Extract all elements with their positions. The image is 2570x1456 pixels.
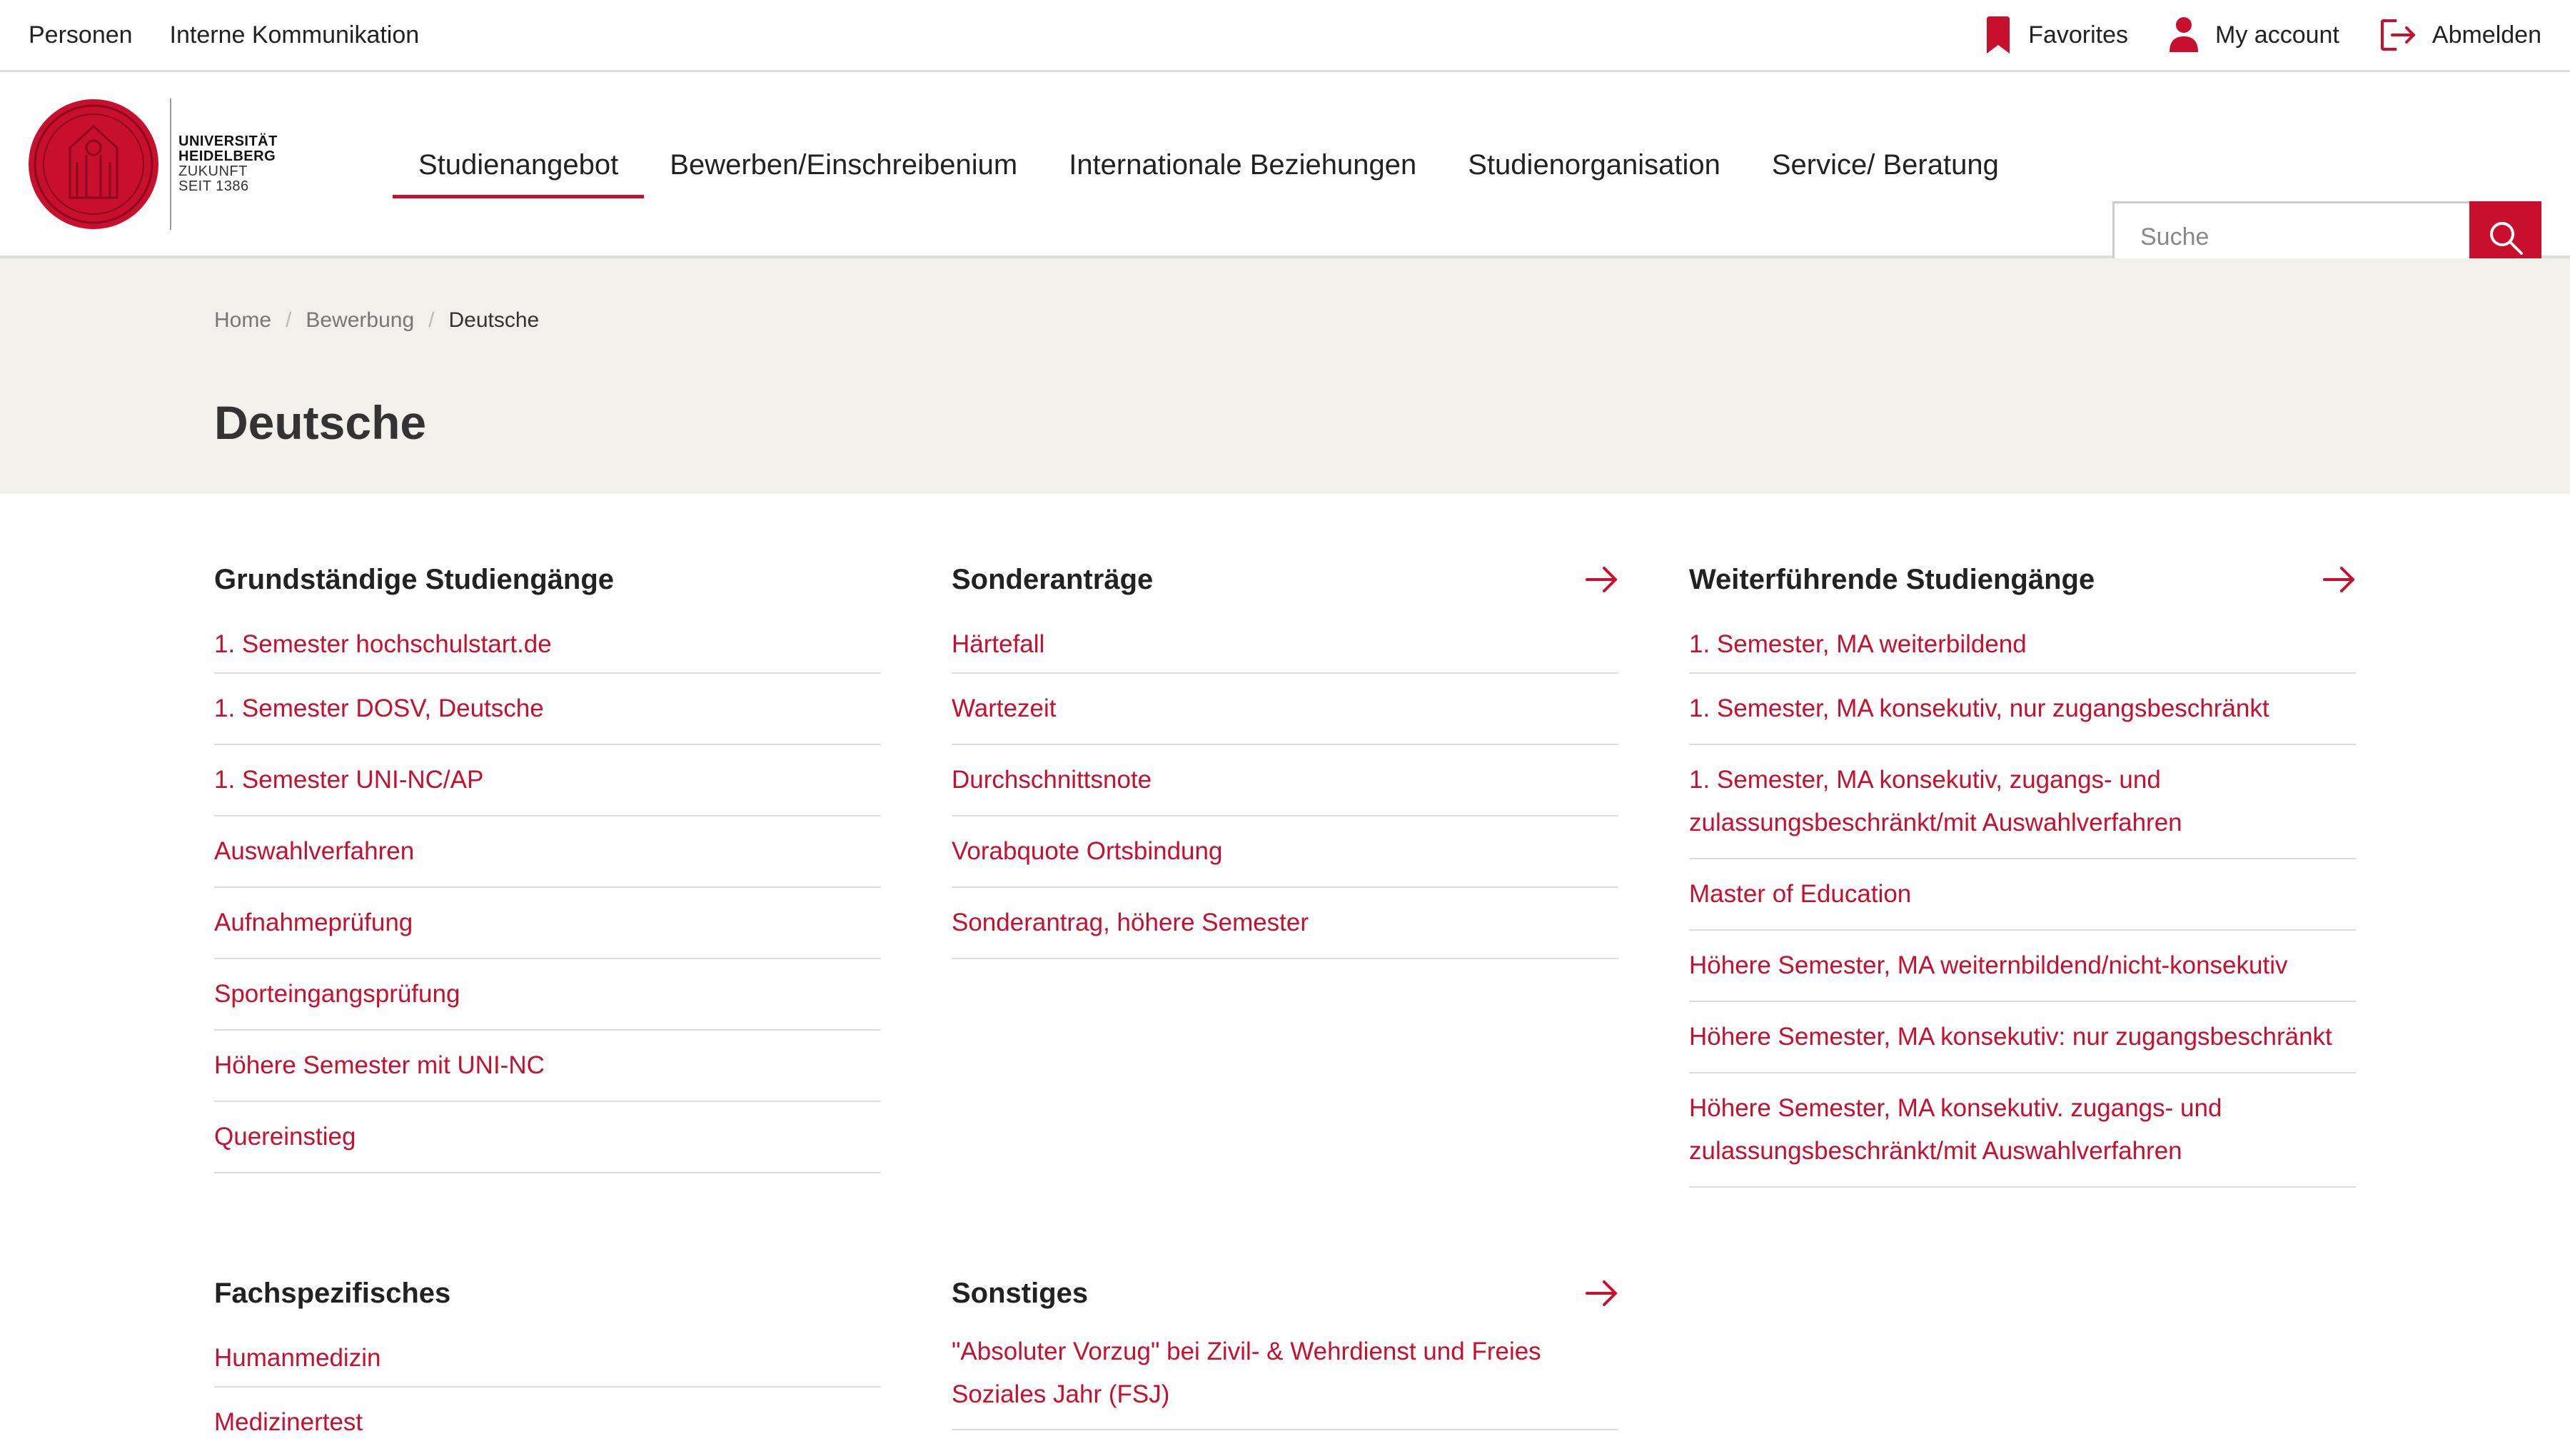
section-header[interactable]: [952, 558, 1618, 601]
account-link[interactable]: [2168, 16, 2339, 54]
breadcrumb-home[interactable]: Home: [214, 308, 272, 332]
arrow-right-icon[interactable]: [1586, 565, 1618, 594]
link-text: Sonderantrag, höhere Semester: [952, 909, 1309, 936]
logo-line-universitaet: UNIVERSITÄT: [178, 133, 278, 149]
link-text: Master of Education: [1689, 880, 1912, 908]
list-item[interactable]: [952, 617, 1618, 674]
utility-links: [29, 21, 419, 49]
section-header[interactable]: [1689, 558, 2356, 601]
link-text: zulassungsbeschränkt/mit Auswahlverfahren: [1689, 809, 2182, 836]
list-item[interactable]: [1689, 617, 2356, 674]
search-icon: [2487, 219, 2524, 256]
bookmark-icon: [1984, 16, 2012, 54]
list-item[interactable]: [214, 1031, 881, 1102]
link-text: Höhere Semester, MA weiternbildend/nicht-konsekutiv: [1689, 951, 2288, 979]
utility-actions: [1984, 16, 2541, 54]
section-sonderantraege: [952, 558, 1618, 959]
link-text: 1. Semester, MA konsekutiv, zugangs- und: [1689, 766, 2161, 794]
link-list: [952, 617, 1618, 959]
nav-item-bewerben[interactable]: Bewerben/Einschreibenium: [670, 149, 1018, 181]
logo-text: [178, 134, 278, 194]
arrow-right-icon[interactable]: [2323, 565, 2356, 594]
section-weiterfuehrende: [1689, 558, 2356, 1188]
link-list: [214, 1330, 881, 1456]
section-title: Fachspezifisches: [214, 1277, 451, 1309]
page-title: Deutsche: [214, 396, 427, 449]
link-text: Wartezeit: [952, 694, 1057, 722]
breadcrumb-current: Deutsche: [448, 308, 540, 332]
account-label: My account: [2215, 21, 2339, 49]
logout-label: Abmelden: [2432, 21, 2541, 49]
section-title: Sonderanträge: [952, 563, 1154, 595]
link-text: Humanmedizin: [214, 1344, 381, 1372]
university-logo[interactable]: [27, 98, 278, 231]
breadcrumb: [214, 308, 539, 333]
section-header[interactable]: [952, 1272, 1618, 1315]
link-list: [952, 1330, 1618, 1430]
page-hero: [0, 258, 2570, 494]
link-text: zulassungsbeschränkt/mit Auswahlverfahren: [1689, 1137, 2182, 1165]
list-item[interactable]: [1689, 674, 2356, 745]
university-seal-icon: [27, 98, 160, 231]
favorites-link[interactable]: [1984, 16, 2128, 54]
logo-line-heidelberg: HEIDELBERG: [178, 148, 276, 164]
link-text: "Absoluter Vorzug" bei Zivil- & Wehrdienst und Freies: [952, 1338, 1541, 1365]
list-item[interactable]: [214, 1387, 881, 1456]
link-list: [214, 617, 881, 1173]
nav-item-studienorganisation[interactable]: Studienorganisation: [1468, 149, 1720, 181]
list-item[interactable]: [1689, 1002, 2356, 1073]
list-item[interactable]: [214, 817, 881, 888]
section-header: [214, 558, 881, 601]
user-icon: [2168, 16, 2199, 54]
link-text: Medizinertest: [214, 1408, 363, 1436]
link-text: 1. Semester UNI-NC/AP: [214, 766, 484, 794]
section-header: [214, 1272, 881, 1315]
link-text: 1. Semester hochschulstart.de: [214, 630, 552, 658]
link-text: Höhere Semester, MA konsekutiv. zugangs- und: [1689, 1094, 2222, 1122]
list-item[interactable]: [1689, 859, 2356, 931]
link-text: Aufnahmeprüfung: [214, 909, 413, 936]
logo-divider: [170, 98, 171, 230]
list-item[interactable]: [214, 1330, 881, 1387]
utility-bar: [0, 0, 2570, 72]
list-item[interactable]: [214, 1102, 881, 1173]
logo-line-seit: SEIT 1386: [178, 178, 249, 194]
list-item[interactable]: [952, 817, 1618, 888]
list-item[interactable]: [214, 674, 881, 745]
favorites-label: Favorites: [2028, 21, 2129, 49]
link-text: Höhere Semester mit UNI-NC: [214, 1051, 545, 1079]
link-text: 1. Semester, MA weiterbildend: [1689, 630, 2027, 658]
link-text: Soziales Jahr (FSJ): [952, 1380, 1170, 1408]
list-item[interactable]: [952, 888, 1618, 959]
list-item[interactable]: [214, 745, 881, 817]
list-item[interactable]: [1689, 745, 2356, 859]
breadcrumb-separator: /: [286, 308, 292, 332]
link-text: 1. Semester, MA konsekutiv, nur zugangsbeschränkt: [1689, 694, 2269, 722]
list-item[interactable]: [952, 745, 1618, 817]
utility-link-interne-kommunikation[interactable]: Interne Kommunikation: [169, 21, 420, 49]
link-text: Höhere Semester, MA konsekutiv: nur zugangsbeschränkt: [1689, 1023, 2332, 1051]
link-text: Durchschnittsnote: [952, 766, 1152, 794]
main-header: [0, 72, 2570, 258]
section-sonstiges: [952, 1272, 1618, 1430]
section-title: Weiterführende Studiengänge: [1689, 563, 2095, 595]
link-text: Quereinstieg: [214, 1123, 356, 1151]
main-nav: [393, 72, 2025, 258]
list-item[interactable]: [1689, 931, 2356, 1002]
breadcrumb-separator: /: [428, 308, 435, 332]
logout-icon: [2379, 18, 2417, 52]
section-grundstaendige: [214, 558, 881, 1173]
section-fachspezifisches: [214, 1272, 881, 1456]
link-list: [1689, 617, 2356, 1188]
list-item[interactable]: [214, 888, 881, 959]
list-item[interactable]: [1689, 1073, 2356, 1188]
utility-link-personen[interactable]: Personen: [29, 21, 133, 49]
logo-line-zukunft: ZUKUNFT: [178, 163, 248, 179]
list-item[interactable]: [214, 617, 881, 674]
link-text: Sporteingangsprüfung: [214, 980, 460, 1008]
arrow-right-icon[interactable]: [1586, 1279, 1618, 1308]
link-text: Vorabquote Ortsbindung: [952, 837, 1223, 865]
link-text: 1. Semester DOSV, Deutsche: [214, 694, 544, 722]
nav-item-studienangebot[interactable]: Studienangebot: [393, 144, 644, 187]
logout-link[interactable]: [2379, 18, 2541, 52]
section-title: Grundständige Studiengänge: [214, 563, 615, 595]
nav-item-service-beratung[interactable]: Service/ Beratung: [1771, 149, 1999, 181]
breadcrumb-bewerbung[interactable]: Bewerbung: [306, 308, 415, 332]
list-item[interactable]: [952, 1330, 1618, 1430]
section-title: Sonstiges: [952, 1277, 1089, 1309]
link-text: Auswahlverfahren: [214, 837, 415, 865]
link-text: Härtefall: [952, 630, 1045, 658]
list-item[interactable]: [952, 674, 1618, 745]
list-item[interactable]: [214, 959, 881, 1031]
nav-item-internationale-beziehungen[interactable]: Internationale Beziehungen: [1069, 149, 1417, 181]
